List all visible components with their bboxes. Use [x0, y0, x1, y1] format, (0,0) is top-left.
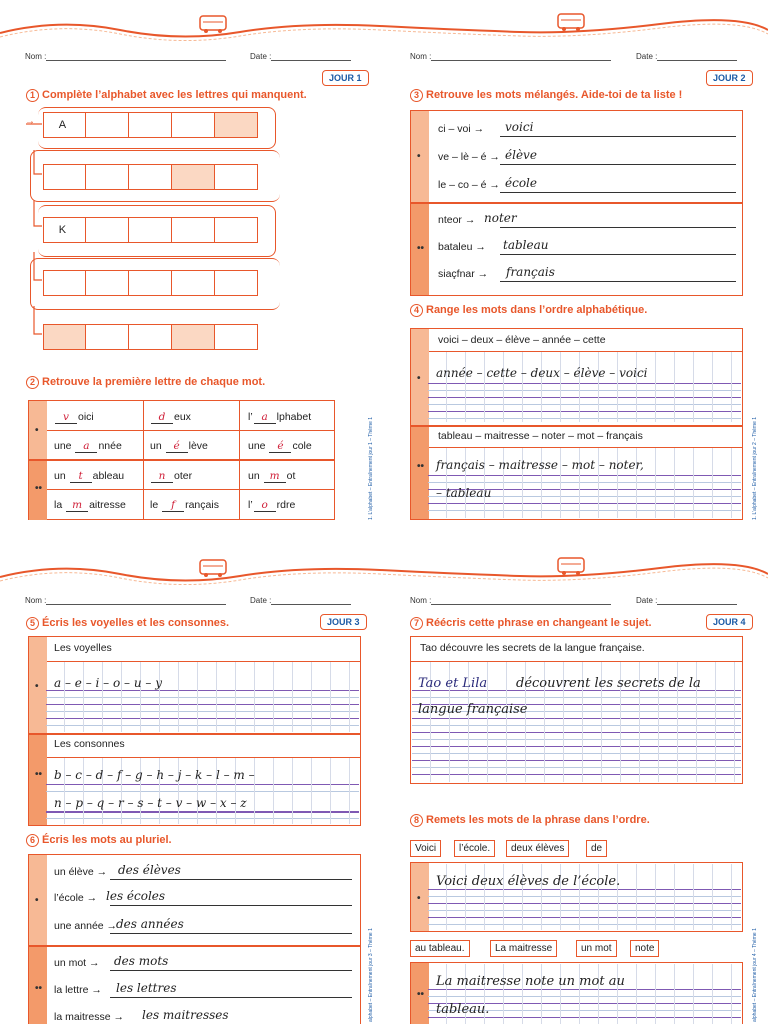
- letter-cell[interactable]: [85, 164, 129, 190]
- grid-line: [715, 662, 716, 782]
- word-tag[interactable]: l’école.: [454, 840, 495, 857]
- letter-cell: K: [43, 217, 87, 243]
- grid-line: [560, 352, 561, 422]
- letter-cell[interactable]: [128, 164, 172, 190]
- writing-line: [46, 818, 359, 819]
- scrambled-word: le – co – é →: [438, 179, 500, 191]
- grid-line: [655, 352, 656, 422]
- letter-cell[interactable]: [43, 164, 87, 190]
- word-suffix: ableau: [92, 470, 125, 482]
- date-field[interactable]: Date :: [250, 52, 351, 61]
- exercise-6-title: 6 Écris les mots au pluriel.: [26, 834, 172, 847]
- grid-line: [102, 662, 103, 732]
- word-tag[interactable]: note: [630, 940, 659, 957]
- grid-line: [330, 758, 331, 824]
- grid-line: [197, 662, 198, 732]
- grid-line: [693, 864, 694, 930]
- word-prefix: un: [54, 470, 69, 482]
- word-prefix: un: [150, 440, 165, 452]
- singular-word: la lettre →: [54, 984, 102, 996]
- missing-letter-blank[interactable]: m: [264, 470, 286, 483]
- word-with-blank: [54, 440, 122, 453]
- exercise-6-box: • ••: [28, 854, 361, 1024]
- word-prefix: une: [54, 440, 75, 452]
- answer-line[interactable]: [110, 905, 352, 906]
- grid-line: [522, 964, 523, 1024]
- nom-field[interactable]: Nom :: [410, 596, 611, 605]
- writing-line: [428, 903, 741, 904]
- bus-icon: [558, 558, 584, 575]
- letter-cell[interactable]: [43, 270, 87, 296]
- word-suffix: oter: [174, 470, 193, 482]
- grid-line: [674, 448, 675, 518]
- plural-answer: des élèves: [118, 863, 181, 877]
- grid-line: [579, 964, 580, 1024]
- writing-line: [428, 475, 741, 476]
- letter-cell[interactable]: [171, 164, 215, 190]
- word-suffix: aitresse: [89, 499, 126, 511]
- answer-alphabetical-2b: – tableau: [436, 486, 492, 500]
- answer-line[interactable]: [110, 933, 352, 934]
- letter-cell[interactable]: [85, 112, 129, 138]
- answer-order-2a: La maitresse note un mot au: [436, 974, 625, 989]
- exercise-4-box: • ••: [410, 328, 743, 520]
- word-suffix: lphabet: [276, 411, 312, 423]
- missing-letter-blank[interactable]: é: [166, 440, 188, 453]
- writing-line: [46, 697, 359, 698]
- grid-line: [273, 758, 274, 824]
- word-prefix: un: [248, 470, 263, 482]
- answer-word: tableau: [503, 238, 549, 252]
- nom-field[interactable]: Nom :: [410, 52, 611, 61]
- letter-cell[interactable]: [128, 217, 172, 243]
- plural-answer: les lettres: [116, 981, 177, 995]
- model-sentence: Tao découvre les secrets de la langue française.: [420, 642, 645, 654]
- writing-line: [46, 718, 359, 719]
- answer-voyelles: a – e – i – o – u – y: [54, 676, 162, 690]
- singular-word: un mot →: [54, 957, 100, 969]
- grid-line: [446, 352, 447, 422]
- word-suffix: lève: [188, 440, 208, 452]
- missing-letter-blank[interactable]: é: [269, 440, 291, 453]
- plural-answer: des mots: [114, 954, 169, 968]
- writing-line: [428, 482, 741, 483]
- grid-line: [731, 964, 732, 1024]
- exercise-2-table: • ••: [28, 400, 335, 520]
- missing-letter-blank[interactable]: t: [70, 470, 92, 483]
- exercise-8-title: 8 Remets les mots de la phrase dans l’ordre.: [410, 814, 650, 827]
- answer-line[interactable]: [500, 227, 736, 228]
- answer-alphabetical-2a: français – maitresse – mot – noter,: [436, 458, 644, 472]
- grid-line: [655, 864, 656, 930]
- bus-icon: [200, 16, 226, 33]
- grid-line: [178, 662, 179, 732]
- word-list-2: tableau – maitresse – noter – mot – français: [438, 430, 643, 442]
- writing-line: [428, 889, 741, 890]
- letter-cell[interactable]: [85, 217, 129, 243]
- writing-line: [412, 774, 741, 775]
- answer-word: école: [505, 176, 537, 190]
- writing-line: [428, 910, 741, 911]
- grid-line: [254, 662, 255, 732]
- answer-word: français: [506, 265, 555, 279]
- word-suffix: ot: [286, 470, 296, 482]
- grid-line: [712, 352, 713, 422]
- alphabet-row-4: [44, 270, 258, 296]
- grid-line: [330, 662, 331, 732]
- writing-line: [412, 746, 741, 747]
- word-suffix: cole: [292, 440, 312, 452]
- grid-line: [465, 352, 466, 422]
- exercise-5-title: 5 Écris les voyelles et les consonnes.: [26, 617, 229, 630]
- plural-answer: des années: [116, 917, 184, 931]
- grid-line: [311, 662, 312, 732]
- answer-sentence-2: langue française: [418, 702, 528, 717]
- grid-line: [693, 352, 694, 422]
- word-tag[interactable]: Voici: [410, 840, 441, 857]
- letter-cell[interactable]: [171, 270, 215, 296]
- word-prefix: une: [248, 440, 269, 452]
- word-with-blank: [150, 470, 192, 483]
- word-with-blank: [150, 499, 219, 512]
- writing-line: [428, 404, 741, 405]
- grid-line: [617, 964, 618, 1024]
- writing-line: [46, 812, 359, 813]
- letter-cell[interactable]: [85, 324, 129, 350]
- word-with-blank: [248, 411, 311, 424]
- answer-alphabetical-1: année – cette – deux – élève – voici: [436, 366, 648, 380]
- singular-word: la maitresse →: [54, 1011, 125, 1023]
- answer-consonnes-1: b – c – d – f – g – h – j – k – l – m –: [54, 768, 255, 782]
- missing-letter-blank[interactable]: f: [162, 499, 184, 512]
- date-field[interactable]: Date :: [250, 596, 351, 605]
- answer-word: élève: [505, 148, 537, 162]
- answer-consonnes-2: n – p – q – r – s – t – v – w – x – z: [54, 796, 247, 810]
- letter-cell[interactable]: [214, 270, 258, 296]
- grid-line: [655, 448, 656, 518]
- writing-line: [428, 397, 741, 398]
- word-tag[interactable]: un mot: [576, 940, 617, 957]
- grid-line: [541, 964, 542, 1024]
- scrambled-word: ve – lè – é →: [438, 151, 500, 163]
- letter-cell[interactable]: [171, 112, 215, 138]
- writing-line: [412, 760, 741, 761]
- writing-line: [428, 383, 741, 384]
- grid-line: [674, 864, 675, 930]
- margin-caption: alphabet – Entraînement jour 4 – Thème 1: [752, 928, 758, 1022]
- grid-line: [484, 352, 485, 422]
- answer-order-1: Voici deux élèves de l’école.: [436, 874, 621, 889]
- letter-cell[interactable]: [171, 217, 215, 243]
- singular-word: l’école →: [54, 892, 98, 904]
- alphabet-row-1: [44, 112, 258, 138]
- answer-order-2b: tableau.: [436, 1002, 490, 1017]
- grid-line: [734, 662, 735, 782]
- letter-cell[interactable]: [128, 270, 172, 296]
- exercise-3-box: • ••: [410, 110, 743, 296]
- grid-line: [506, 662, 507, 782]
- letter-cell[interactable]: [214, 217, 258, 243]
- grid-line: [655, 964, 656, 1024]
- writing-line: [428, 418, 741, 419]
- grid-line: [522, 352, 523, 422]
- word-with-blank: [248, 470, 295, 483]
- grid-line: [541, 352, 542, 422]
- exercise-5-box: • ••: [28, 636, 361, 826]
- writing-line: [46, 791, 359, 792]
- grid-line: [292, 758, 293, 824]
- letter-cell[interactable]: [171, 324, 215, 350]
- consonnes-label: Les consonnes: [54, 738, 125, 750]
- answer-word: voici: [505, 120, 534, 134]
- grid-line: [235, 662, 236, 732]
- grid-line: [83, 662, 84, 732]
- answer-line[interactable]: [110, 970, 352, 971]
- answer-line[interactable]: [500, 192, 736, 193]
- grid-line: [273, 662, 274, 732]
- grid-line: [731, 352, 732, 422]
- scrambled-word: ci – voi →: [438, 123, 485, 135]
- word-with-blank: [248, 440, 312, 453]
- word-with-blank: [54, 470, 124, 483]
- grid-line: [636, 864, 637, 930]
- grid-line: [712, 864, 713, 930]
- nom-field[interactable]: Nom :: [25, 52, 226, 61]
- answer-word: noter: [484, 211, 517, 225]
- word-tag[interactable]: au tableau.: [410, 940, 470, 957]
- missing-letter-blank[interactable]: m: [66, 499, 88, 512]
- missing-letter-blank[interactable]: a: [75, 440, 97, 453]
- writing-line: [428, 917, 741, 918]
- writing-line: [428, 411, 741, 412]
- letter-cell[interactable]: [43, 324, 87, 350]
- nom-field[interactable]: Nom :: [25, 596, 226, 605]
- plural-answer: les maitresses: [142, 1008, 229, 1022]
- jour-badge: JOUR 3: [320, 614, 367, 630]
- word-suffix: oici: [78, 411, 94, 423]
- writing-line: [428, 996, 741, 997]
- letter-cell[interactable]: [128, 112, 172, 138]
- writing-line: [412, 718, 741, 719]
- grid-line: [311, 758, 312, 824]
- missing-letter-blank[interactable]: a: [254, 411, 276, 424]
- word-list-1: voici – deux – élève – année – cette: [438, 334, 606, 346]
- jour-badge: JOUR 2: [706, 70, 753, 86]
- grid-line: [636, 964, 637, 1024]
- bus-icon: [558, 14, 584, 31]
- writing-line: [412, 767, 741, 768]
- margin-caption: alphabet – Entraînement jour 3 – Thème 1: [368, 928, 374, 1022]
- word-suffix: nnée: [98, 440, 122, 452]
- alphabet-row-2: [44, 164, 258, 190]
- letter-cell[interactable]: [128, 324, 172, 350]
- word-suffix: rançais: [185, 499, 219, 511]
- word-tag[interactable]: de: [586, 840, 607, 857]
- missing-letter-blank[interactable]: v: [55, 411, 77, 424]
- word-suffix: rdre: [276, 499, 296, 511]
- writing-line: [46, 711, 359, 712]
- word-suffix: eux: [174, 411, 191, 423]
- word-prefix: la: [54, 499, 66, 511]
- plural-answer: les écoles: [106, 889, 166, 903]
- grid-line: [712, 448, 713, 518]
- exercise-2-title: 2 Retrouve la première lettre de chaque mot.: [26, 376, 265, 389]
- missing-letter-blank[interactable]: n: [151, 470, 173, 483]
- exercise-1-title: 1 Complète l’alphabet avec les lettres qui manquent.: [26, 89, 307, 102]
- word-with-blank: [54, 499, 126, 512]
- writing-line: [46, 704, 359, 705]
- writing-line: [412, 732, 741, 733]
- writing-line: [46, 784, 359, 785]
- arrow-right-icon: →: [25, 116, 35, 127]
- grid-line: [487, 662, 488, 782]
- writing-line: [428, 503, 741, 504]
- word-with-blank: [248, 499, 295, 512]
- grid-line: [674, 352, 675, 422]
- exercise-4-title: 4 Range les mots dans l’ordre alphabétique.: [410, 304, 647, 317]
- writing-line: [428, 924, 741, 925]
- grid-line: [712, 964, 713, 1024]
- letter-cell[interactable]: [214, 112, 258, 138]
- writing-line: [428, 896, 741, 897]
- writing-line: [428, 989, 741, 990]
- singular-word: un élève →: [54, 866, 108, 878]
- writing-line: [428, 510, 741, 511]
- grid-line: [349, 662, 350, 732]
- scrambled-word: bataleu →: [438, 241, 486, 253]
- writing-line: [46, 725, 359, 726]
- answer-line[interactable]: [110, 997, 352, 998]
- grid-line: [159, 662, 160, 732]
- answer-sentence-1: découvrent les secrets de la: [516, 676, 701, 691]
- grid-line: [617, 352, 618, 422]
- answer-line[interactable]: [500, 254, 736, 255]
- margin-caption: 1. L’alphabet – Entraînement jour 1 – Thème 1: [368, 416, 374, 520]
- word-tag[interactable]: deux élèves: [506, 840, 569, 857]
- grid-line: [598, 964, 599, 1024]
- alphabet-row-3: [44, 217, 258, 243]
- answer-line[interactable]: [500, 136, 736, 137]
- middle-wave-decoration: [0, 552, 768, 592]
- letter-cell[interactable]: [85, 270, 129, 296]
- date-field[interactable]: Date :: [636, 596, 737, 605]
- answer-subject: Tao et Lila: [418, 676, 488, 691]
- grid-line: [731, 864, 732, 930]
- writing-line: [46, 690, 359, 691]
- grid-line: [216, 662, 217, 732]
- date-field[interactable]: Date :: [636, 52, 737, 61]
- grid-line: [64, 662, 65, 732]
- letter-cell[interactable]: [214, 164, 258, 190]
- scrambled-word: nteor →: [438, 214, 476, 226]
- grid-line: [636, 352, 637, 422]
- margin-caption: 1. L’alphabet – Entraînement jour 2 – Thème 1: [752, 416, 758, 520]
- writing-line: [412, 753, 741, 754]
- grid-line: [503, 964, 504, 1024]
- grid-line: [598, 352, 599, 422]
- singular-word: une année →: [54, 920, 118, 932]
- word-tag[interactable]: La maitresse: [490, 940, 557, 957]
- exercise-8-answer-box-1: •: [410, 862, 743, 932]
- exercise-7-title: 7 Réécris cette phrase en changeant le sujet.: [410, 617, 652, 630]
- grid-line: [693, 448, 694, 518]
- missing-letter-blank[interactable]: o: [254, 499, 276, 512]
- top-wave-decoration: [0, 8, 768, 48]
- grid-line: [579, 352, 580, 422]
- answer-line[interactable]: [110, 879, 352, 880]
- exercise-8-answer-box-2: ••: [410, 962, 743, 1024]
- grid-line: [731, 448, 732, 518]
- answer-line[interactable]: [500, 281, 736, 282]
- jour-badge: JOUR 4: [706, 614, 753, 630]
- word-with-blank: [150, 411, 191, 424]
- scrambled-word: siaçfnar →: [438, 268, 489, 280]
- grid-line: [503, 352, 504, 422]
- letter-cell[interactable]: [214, 324, 258, 350]
- grid-line: [349, 758, 350, 824]
- exercise-3-title: 3 Retrouve les mots mélangés. Aide-toi de ta liste !: [410, 89, 682, 102]
- bus-icon: [200, 560, 226, 577]
- voyelles-label: Les voyelles: [54, 642, 112, 654]
- writing-line: [412, 739, 741, 740]
- writing-line: [428, 1017, 741, 1018]
- word-prefix: le: [150, 499, 162, 511]
- missing-letter-blank[interactable]: d: [151, 411, 173, 424]
- grid-line: [560, 964, 561, 1024]
- writing-line: [412, 725, 741, 726]
- word-with-blank: [150, 440, 208, 453]
- alphabet-row-5: [44, 324, 258, 350]
- jour-badge: JOUR 1: [322, 70, 369, 86]
- writing-line: [428, 390, 741, 391]
- grid-line: [693, 964, 694, 1024]
- letter-cell: A: [43, 112, 87, 138]
- answer-line[interactable]: [500, 164, 736, 165]
- grid-line: [292, 662, 293, 732]
- writing-line: [412, 697, 741, 698]
- grid-line: [674, 964, 675, 1024]
- grid-line: [140, 662, 141, 732]
- word-with-blank: [54, 411, 94, 424]
- word-prefix: l’: [248, 411, 253, 423]
- word-prefix: l’: [248, 499, 253, 511]
- grid-line: [121, 662, 122, 732]
